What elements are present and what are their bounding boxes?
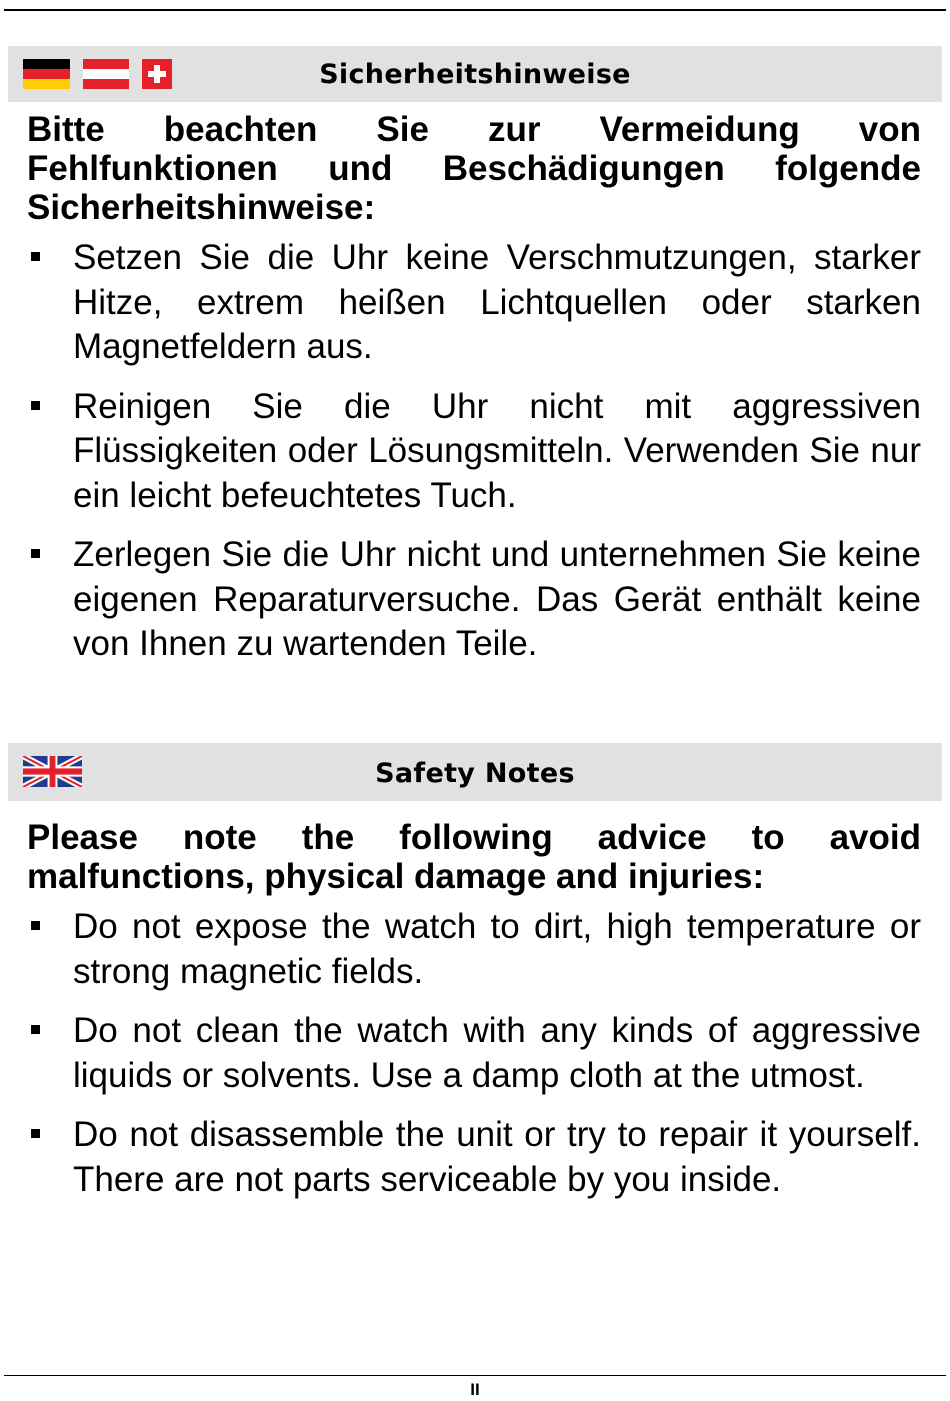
bullet-square-icon xyxy=(31,549,40,558)
intro-text: Bitte beachten Sie zur Vermeidung von Fehlfunktionen und Beschädigungen folgende Sicherheitshinweise: xyxy=(27,110,921,227)
list-item-text: Do not clean the watch with any kinds of aggressive liquids or solvents. Use a damp cloth at the utmost. xyxy=(73,1011,921,1095)
section-title: Safety Notes xyxy=(375,758,575,789)
top-rule xyxy=(4,9,946,11)
list-item xyxy=(27,905,921,994)
list-item-text: Setzen Sie die Uhr keine Verschmutzungen, starker Hitze, extrem heißen Lichtquellen oder starken Magnetfeldern aus. xyxy=(73,238,921,366)
list-item xyxy=(27,1113,921,1202)
bullet-square-icon xyxy=(31,1025,40,1034)
list-item-text: Zerlegen Sie die Uhr nicht und unternehmen Sie keine eigenen Reparaturversuche. Das Gerät enthält keine von Ihnen zu wartenden Teile. xyxy=(73,535,921,663)
safety-list-german xyxy=(27,236,921,682)
list-item xyxy=(27,236,921,370)
list-item xyxy=(27,385,921,519)
bullet-square-icon xyxy=(31,1129,40,1138)
bullet-square-icon xyxy=(31,252,40,261)
list-item xyxy=(27,1009,921,1098)
intro-text: Please note the following advice to avoid malfunctions, physical damage and injuries: xyxy=(27,818,921,896)
section-title: Sicherheitshinweise xyxy=(319,59,631,90)
safety-list-english xyxy=(27,905,921,1217)
list-item xyxy=(27,533,921,667)
list-item-text: Do not disassemble the unit or try to repair it yourself. There are not parts serviceable by you inside. xyxy=(73,1115,921,1199)
bullet-square-icon xyxy=(31,401,40,410)
bottom-rule xyxy=(4,1375,946,1376)
section-header-german xyxy=(8,46,942,102)
page-number: II xyxy=(470,1380,480,1399)
bullet-square-icon xyxy=(31,921,40,930)
list-item-text: Do not expose the watch to dirt, high temperature or strong magnetic fields. xyxy=(73,907,921,991)
list-item-text: Reinigen Sie die Uhr nicht mit aggressiven Flüssigkeiten oder Lösungsmitteln. Verwenden Sie nur ein leicht befeuchtetes Tuch. xyxy=(73,386,921,515)
section-header-english xyxy=(8,743,942,801)
